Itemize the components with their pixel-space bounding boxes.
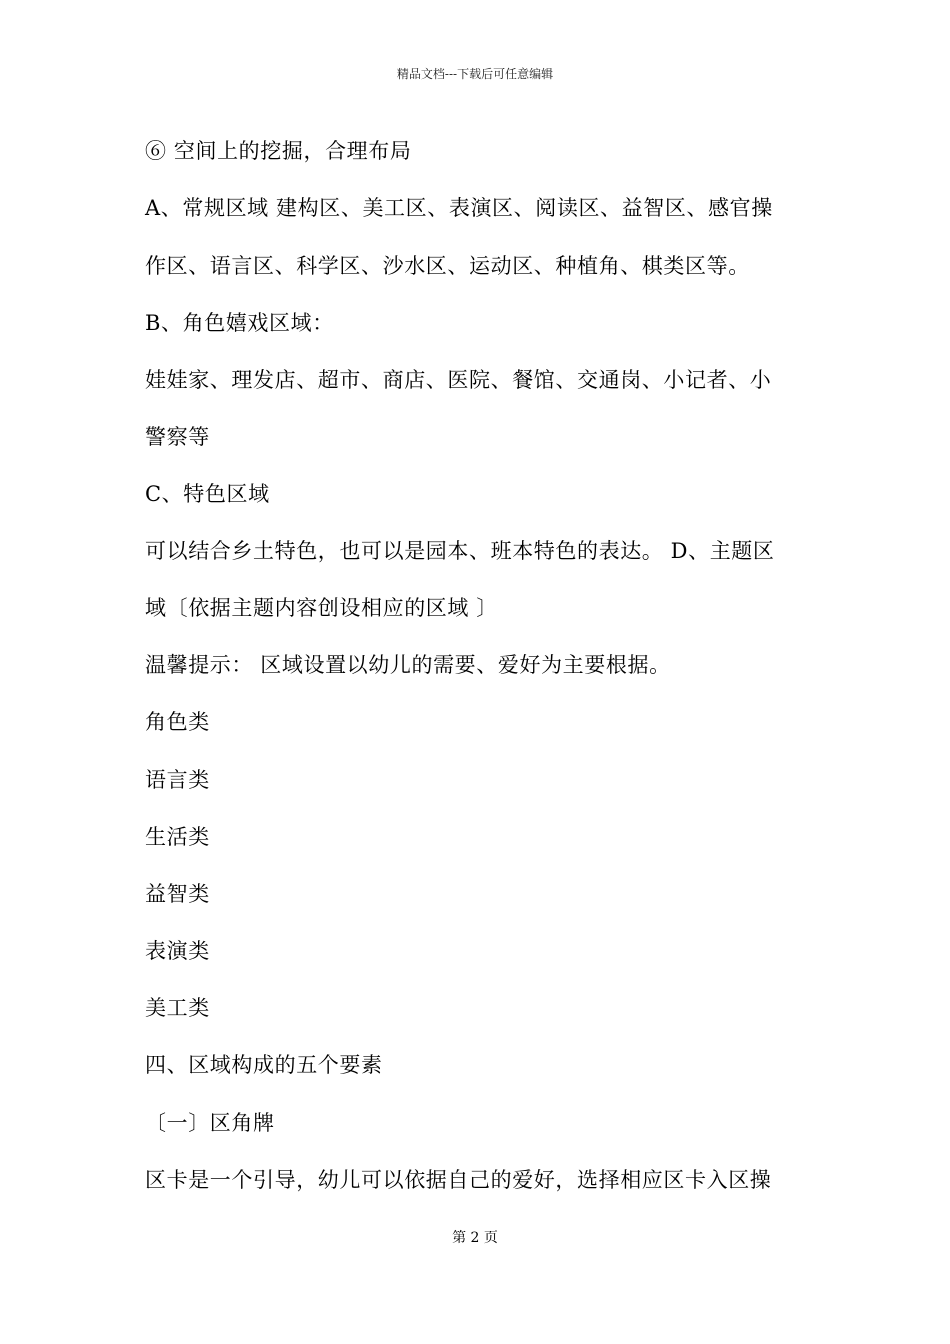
body-line: 警察等 (145, 425, 210, 449)
body-line: A、常规区域 建构区、美工区、表演区、阅读区、益智区、感官操 (145, 196, 773, 220)
body-line: 作区、语言区、科学区、沙水区、运动区、种植角、棋类区等。 (145, 254, 750, 278)
body-line: 域〔依据主题内容创设相应的区域 〕 (145, 596, 498, 620)
subsection-heading: 〔一〕区角牌 (145, 1111, 275, 1135)
section-heading: 四、区域构成的五个要素 (145, 1053, 383, 1077)
body-line: ⑥ 空间上的挖掘，合理布局 (145, 139, 412, 163)
body-line: 美工类 (145, 996, 210, 1020)
body-line: C、特色区域 (145, 482, 270, 506)
body-line: 语言类 (145, 768, 210, 792)
body-line: 区卡是一个引导，幼儿可以依据自己的爱好，选择相应区卡入区操 (145, 1168, 772, 1192)
body-line: 角色类 (145, 710, 210, 734)
body-line: 生活类 (145, 825, 210, 849)
body-line: 益智类 (145, 882, 210, 906)
body-line: 表演类 (145, 939, 210, 963)
page-header: 精品文档---下载后可任意编辑 (396, 67, 554, 81)
body-line: 可以结合乡土特色，也可以是园本、班本特色的表达。 D、主题区 (145, 539, 775, 563)
body-line: B、角色嬉戏区域： (145, 311, 334, 335)
page-number: 第 2 页 (452, 1230, 498, 1246)
body-line: 娃娃家、理发店、超市、商店、医院、餐馆、交通岗、小记者、小 (145, 368, 772, 392)
body-line: 温馨提示： 区域设置以幼儿的需要、爱好为主要根据。 (145, 653, 671, 677)
